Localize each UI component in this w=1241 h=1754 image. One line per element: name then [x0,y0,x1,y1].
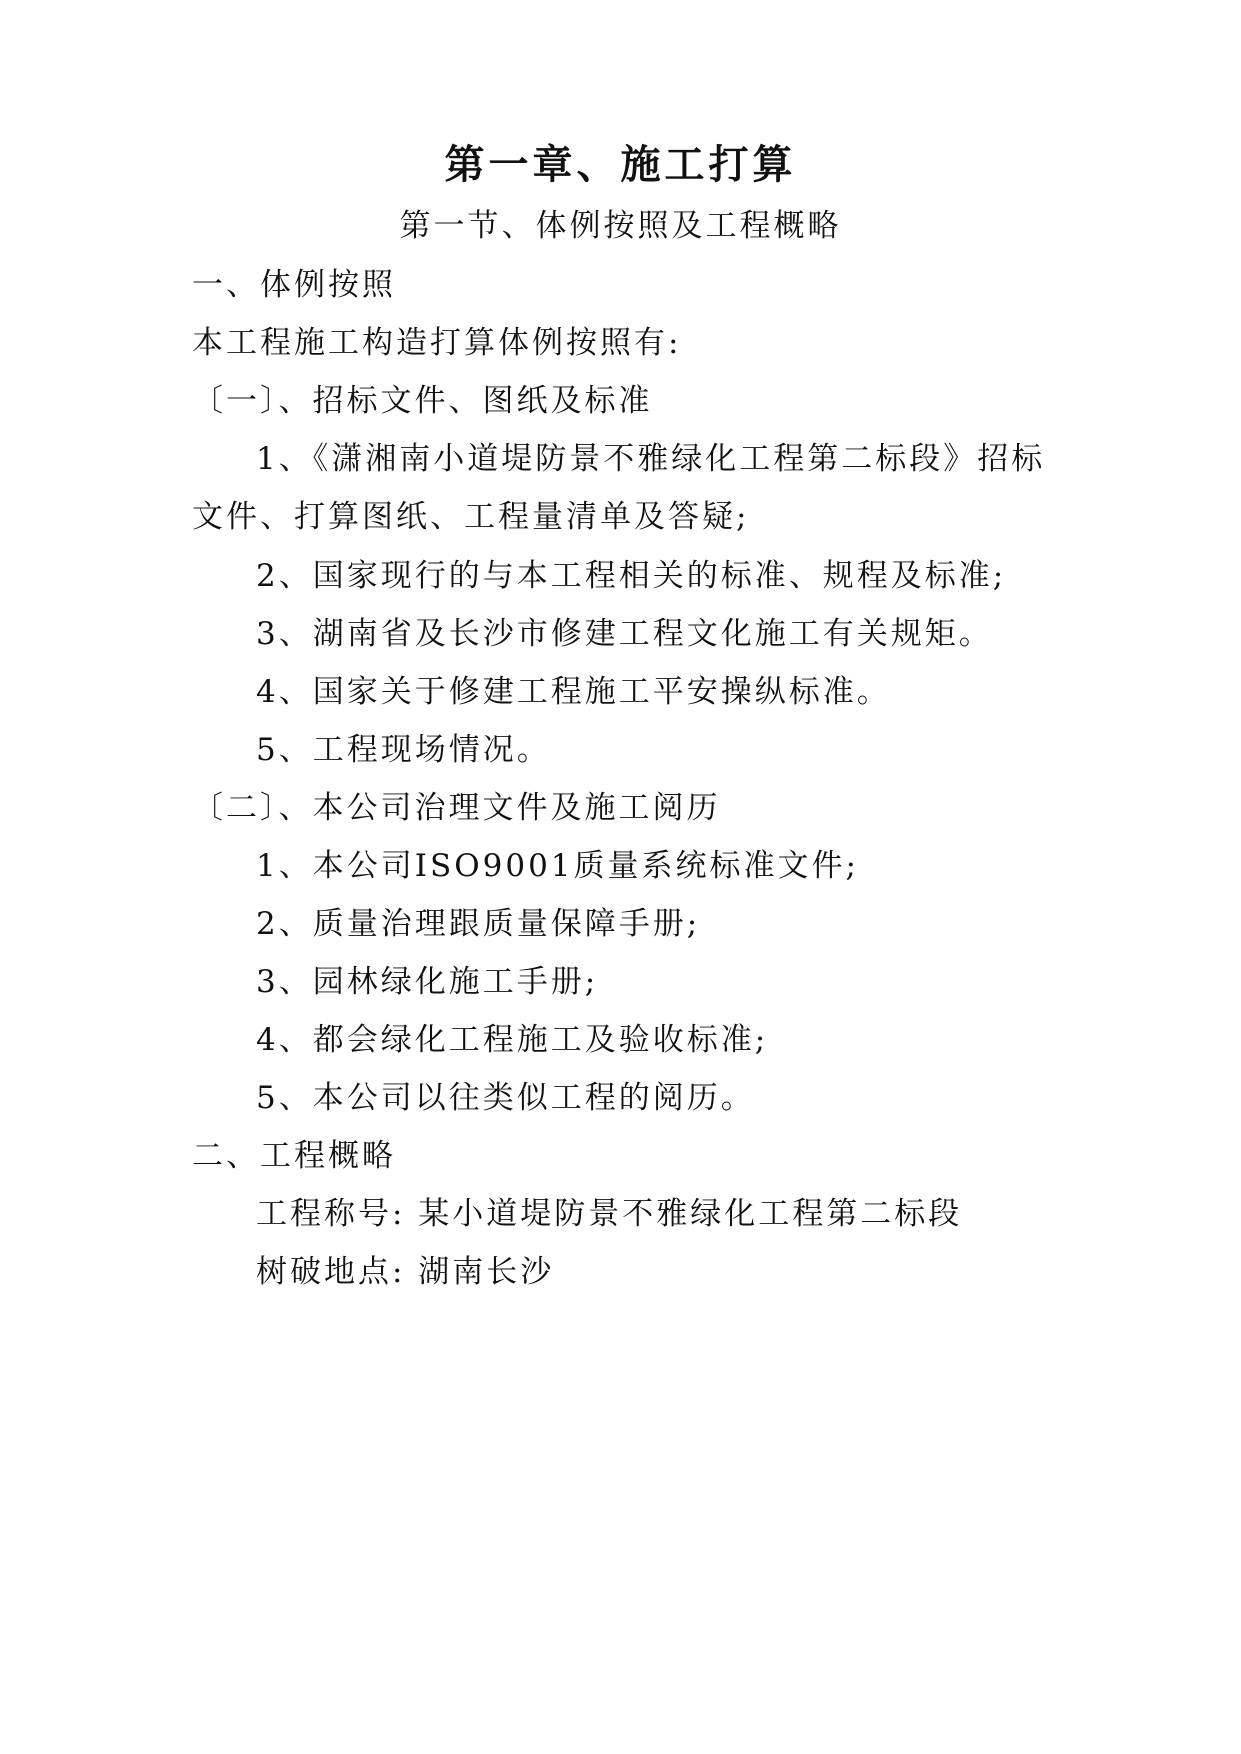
project-location-line: 树破地点: 湖南长沙 [256,1254,555,1290]
part2-item-1: 1、本公司ISO9001质量系统标准文件; [256,848,859,884]
part1-item-1: 1、《潇湘南小道堤防景不雅绿化工程第二标段》招标 [256,441,1046,477]
part2-item-4: 4、都会绿化工程施工及验收标准; [256,1022,769,1058]
section2-heading: 二、工程概略 [192,1138,396,1174]
section-subtitle: 第一节、体例按照及工程概略 [399,208,842,244]
part1-item-4: 4、国家关于修建工程施工平安操纵标准。 [256,674,891,710]
part1-item-2: 2、国家现行的与本工程相关的标准、规程及标准; [256,558,1007,594]
section1-intro: 本工程施工构造打算体例按照有: [192,325,682,361]
part2-heading: 〔二〕、本公司治理文件及施工阅历 [192,790,721,826]
section1-heading: 一、体例按照 [192,267,396,303]
part1-item-1-continued: 文件、打算图纸、工程量清单及答疑; [192,499,750,535]
part2-item-5: 5、本公司以往类似工程的阅历。 [256,1080,755,1116]
part1-heading: 〔一〕、招标文件、图纸及标准 [192,383,653,419]
part1-item-5: 5、工程现场情况。 [256,732,551,768]
part2-item-3: 3、园林绿化施工手册; [256,964,599,1000]
part2-item-2: 2、质量治理跟质量保障手册; [256,906,701,942]
project-name-line: 工程称号: 某小道堤防景不雅绿化工程第二标段 [256,1196,963,1232]
part1-item-3: 3、湖南省及长沙市修建工程文化施工有关规矩。 [256,616,993,652]
chapter-title: 第一章、施工打算 [444,141,797,188]
